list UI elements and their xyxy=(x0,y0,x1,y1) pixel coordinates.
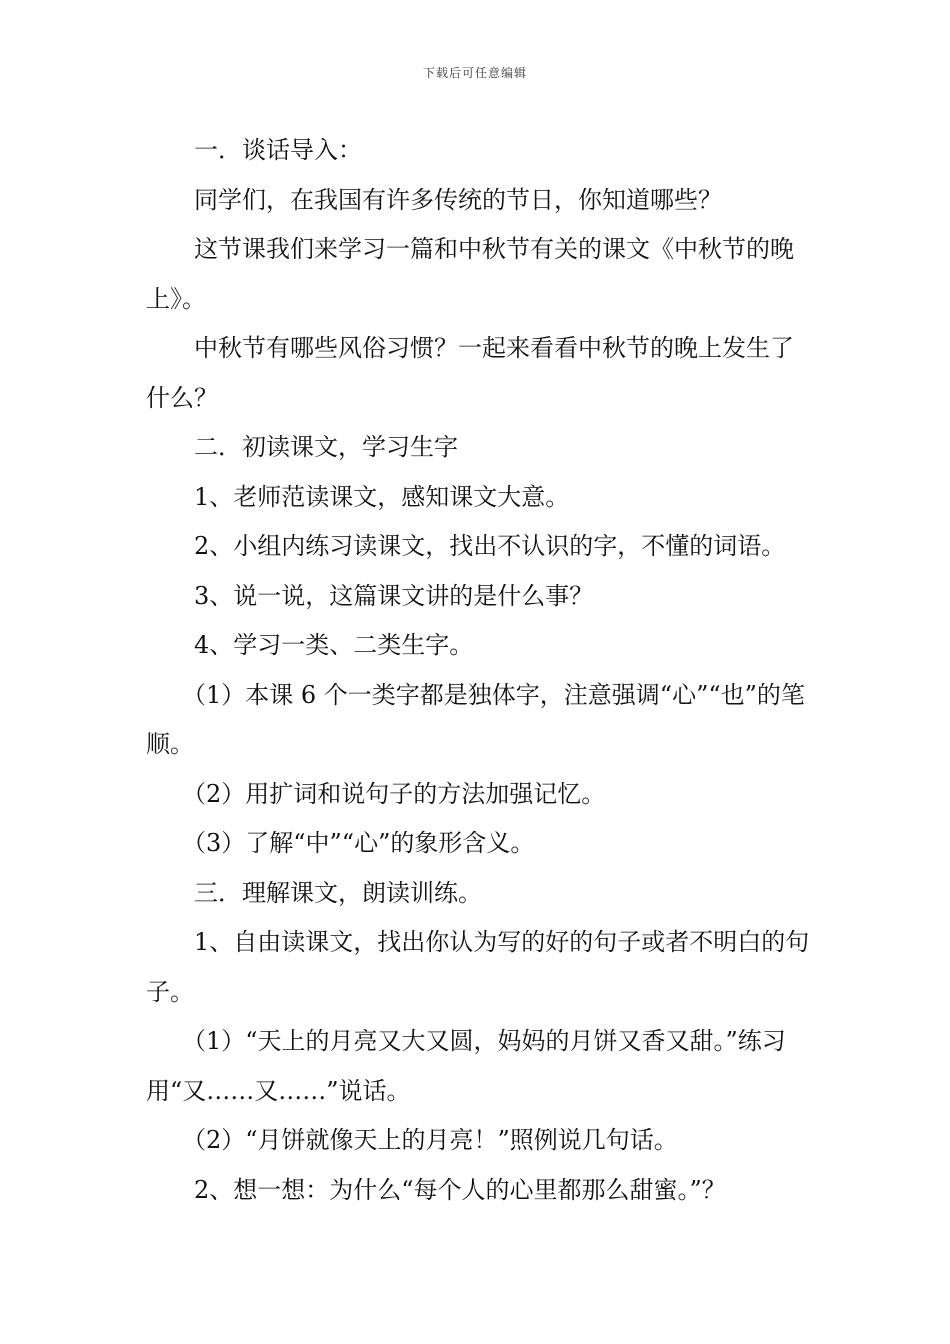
page-header-note: 下载后可任意编辑 xyxy=(422,66,527,80)
sub-list-item: （2）“月饼就像天上的月亮！”照例说几句话。 xyxy=(146,1126,678,1154)
sub-list-item: （3）了解“中”“心”的象形含义。 xyxy=(146,829,535,857)
list-item: 1、老师范读课文，感知课文大意。 xyxy=(146,482,570,511)
list-item: 2、想一想：为什么“每个人的心里都那么甜蜜。”？ xyxy=(146,1175,726,1204)
section-heading-intro: 一．谈话导入： xyxy=(146,136,362,164)
section-heading-reading: 二．初读课文，学习生字 xyxy=(146,433,458,461)
list-item: 1、自由读课文，找出你认为写的好的句子或者不明白的句子。 xyxy=(146,928,810,1006)
document-body xyxy=(146,126,810,1215)
sub-list-item: （1）“天上的月亮又大又圆，妈妈的月饼又香又甜。”练习用“又……又……”说话。 xyxy=(146,1027,786,1105)
paragraph: 中秋节有哪些风俗习惯？一起来看看中秋节的晚上发生了什么？ xyxy=(146,334,794,412)
section-heading-understanding: 三．理解课文，朗读训练。 xyxy=(146,878,482,907)
list-item: 4、学习一类、二类生字。 xyxy=(146,631,474,659)
paragraph: 这节课我们来学习一篇和中秋节有关的课文《中秋节的晚上》。 xyxy=(146,235,794,313)
sub-list-item: （1）本课 6 个一类字都是独体字，注意强调“心”“也”的笔顺。 xyxy=(146,680,805,758)
sub-list-item: （2）用扩词和说句子的方法加强记忆。 xyxy=(146,779,606,808)
list-item: 3、说一说，这篇课文讲的是什么事？ xyxy=(146,581,594,610)
list-item: 2、小组内练习读课文，找出不认识的字，不懂的词语。 xyxy=(146,532,786,560)
paragraph: 同学们，在我国有许多传统的节日，你知道哪些？ xyxy=(146,185,722,214)
